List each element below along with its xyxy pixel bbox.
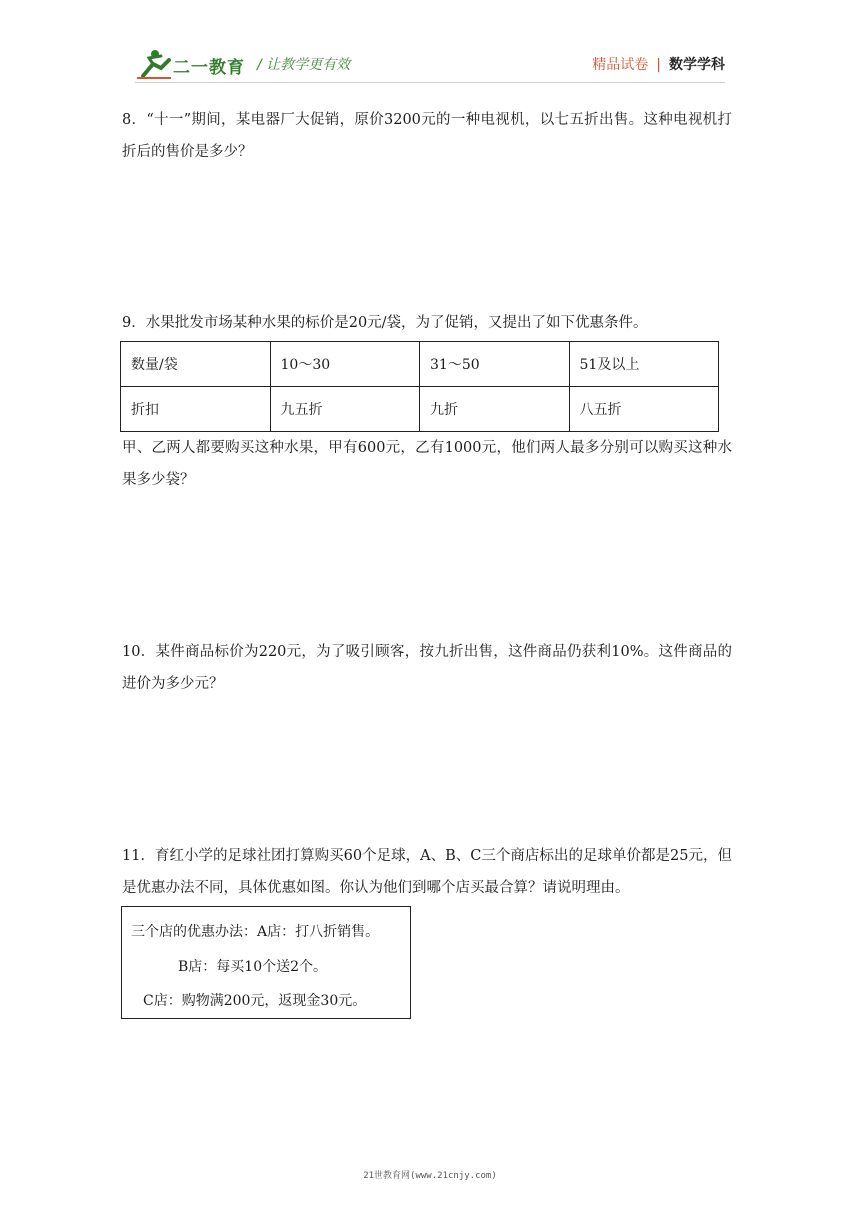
table-cell: 折扣	[121, 387, 271, 432]
table-cell: 九折	[420, 387, 570, 432]
table-cell: 31～50	[420, 342, 570, 387]
slogan: / 让教学更有效	[257, 57, 351, 73]
question-8: 8．“十一”期间，某电器厂大促销，原价3200元的一种电视机，以七五折出售。这种电视机打折后的售价是多少？	[122, 112, 732, 160]
question-9-intro: 9．水果批发市场某种水果的标价是20元/袋，为了促销，又提出了如下优惠条件。	[122, 315, 648, 331]
table-cell: 九五折	[270, 387, 420, 432]
logo-text: 二一教育	[173, 58, 245, 78]
page-header	[135, 44, 725, 84]
page-footer: 21世教育网(www.21cnjy.com)	[363, 1171, 497, 1181]
shop-offers-box	[121, 906, 411, 1019]
offer-line-b: B店：每买10个送2个。	[178, 959, 328, 975]
offer-line-c: C店：购物满200元，返现金30元。	[143, 993, 367, 1009]
header-tags	[592, 54, 725, 74]
tag-premium-paper: 精品试卷	[592, 57, 649, 73]
tag-subject: 数学学科	[669, 57, 725, 73]
header-separator: |	[656, 57, 661, 73]
logo	[135, 48, 255, 80]
table-row	[121, 342, 719, 387]
table-cell: 51及以上	[569, 342, 719, 387]
runner-logo-icon	[135, 48, 175, 80]
question-10: 10．某件商品标价为220元，为了吸引顾客，按九折出售，这件商品仍获利10%。这件商品的进价为多少元？	[122, 644, 732, 692]
discount-table	[120, 341, 719, 432]
table-cell: 数量/袋	[121, 342, 271, 387]
question-11: 11．育红小学的足球社团打算购买60个足球，A、B、C三个商店标出的足球单价都是25元，但是优惠办法不同，具体优惠如图。你认为他们到哪个店买最合算？请说明理由。	[122, 848, 732, 896]
question-9-body: 甲、乙两人都要购买这种水果，甲有600元，乙有1000元，他们两人最多分别可以购买这种水果多少袋？	[122, 440, 732, 488]
table-cell: 八五折	[569, 387, 719, 432]
offer-line-a: 三个店的优惠办法：A店：打八折销售。	[131, 924, 380, 940]
table-cell: 10～30	[270, 342, 420, 387]
header-divider	[135, 82, 725, 83]
table-row	[121, 387, 719, 432]
